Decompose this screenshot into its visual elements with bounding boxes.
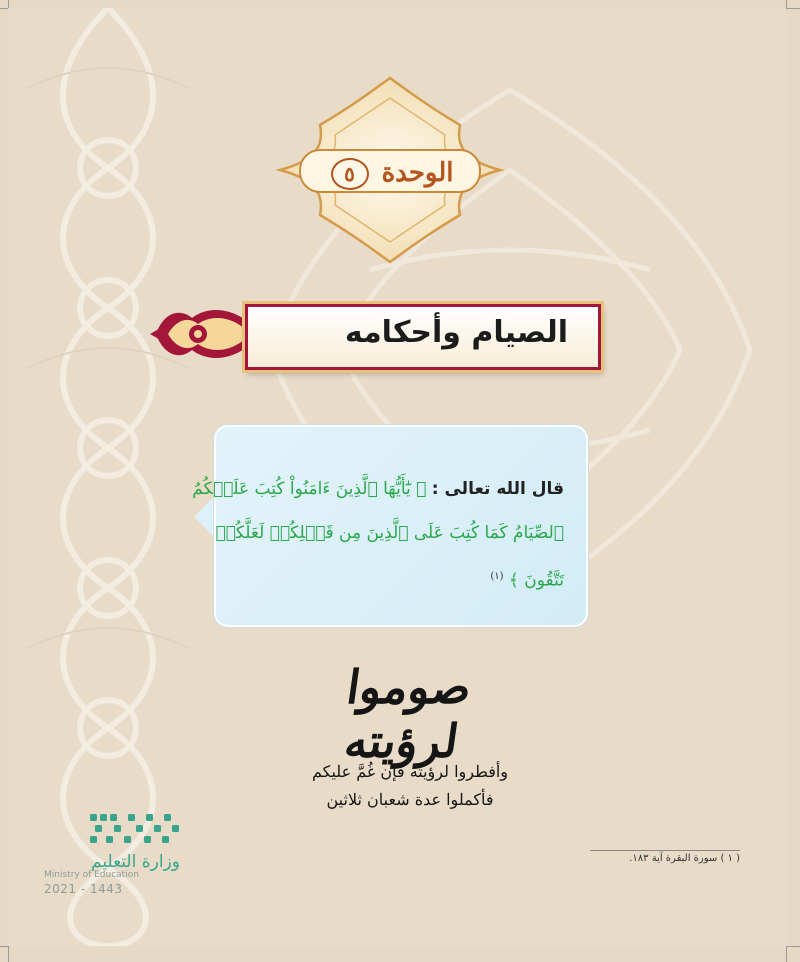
verse-text-3: تَتَّقُونَ ﴾ <box>508 570 564 591</box>
crop-mark-top-right <box>786 8 800 9</box>
crop-mark-bottom-right <box>786 946 800 947</box>
calligraphy-line-2: وأفطروا لرؤيته فإن غُمَّ عليكم <box>311 762 509 781</box>
unit-word: الوحدة <box>381 158 454 188</box>
title-ornament <box>150 298 260 370</box>
crop-mark-bottom-right-v <box>786 946 787 962</box>
verse-lines <box>192 467 564 603</box>
unit-badge <box>270 70 510 270</box>
verse-text-2: ٱلصِّيَامُ كَمَا كُتِبَ عَلَى ٱلَّذِينَ مِن قَبۡلِكُمۡ لَعَلَّكُمۡ <box>215 523 564 543</box>
edition-year: 2021 - 1443 <box>44 882 123 896</box>
footnote-divider <box>590 850 740 851</box>
verse-line-1 <box>192 467 564 511</box>
ministry-name-arabic: وزارة التعليم <box>91 852 180 872</box>
crop-mark-bottom-left-v <box>8 946 9 962</box>
footnote: ( ١ ) سورة البقرة آية ١٨٣. <box>629 853 740 864</box>
left-arabesque-pattern <box>8 8 208 946</box>
crop-mark-top-right-v <box>786 0 787 8</box>
calligraphy-line-3: فأكملوا عدة شعبان ثلاثين <box>326 790 494 809</box>
verse-line-2 <box>215 511 564 555</box>
crop-mark-bottom-left <box>0 946 8 947</box>
unit-number: ٥ <box>331 158 369 190</box>
title-banner <box>245 304 601 370</box>
crop-mark-top-left-v <box>8 0 9 8</box>
ministry-logo-icon <box>88 810 183 850</box>
ministry-name-english: Ministry of Education <box>44 870 139 880</box>
verse-line-3 <box>234 555 564 603</box>
verse-text-1: ﴿ يَٰٓأَيُّهَا ٱلَّذِينَ ءَامَنُواْ كُتِبَ عَلَيۡكُمُ <box>192 479 427 499</box>
verse-card <box>192 425 588 627</box>
calligraphy-main: صوموا لرؤيته <box>341 660 476 768</box>
verse-footnote-ref: (١) <box>490 571 504 582</box>
unit-label <box>270 158 510 190</box>
crop-mark-top-left <box>0 8 8 9</box>
verse-lead: قال الله تعالى : <box>431 479 564 499</box>
page-title: الصيام وأحكامه <box>344 315 568 350</box>
